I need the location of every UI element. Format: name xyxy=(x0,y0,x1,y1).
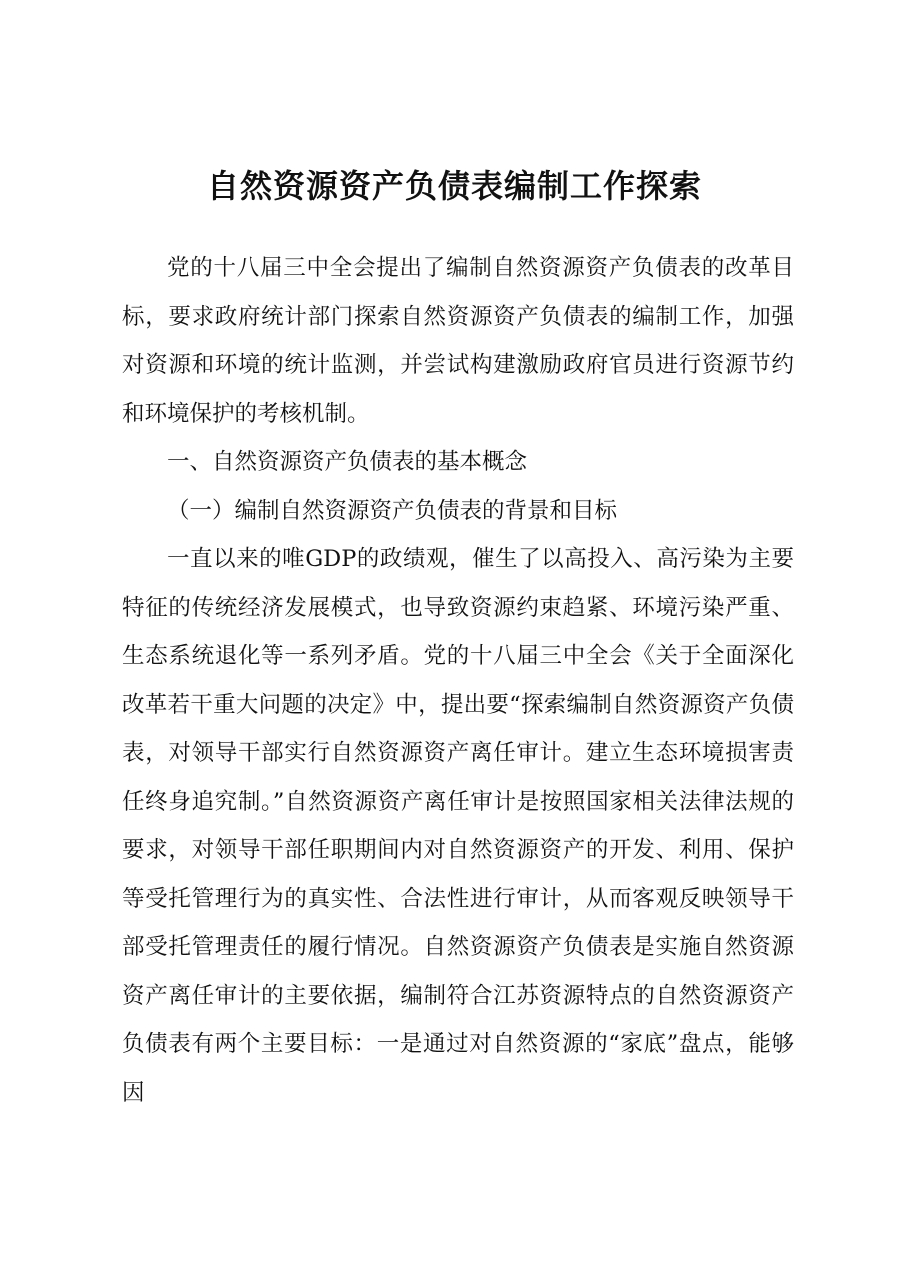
document-body xyxy=(122,244,794,1117)
document-title: 自然资源资产负债表编制工作探索 xyxy=(206,167,702,205)
background-paragraph: 一直以来的唯GDP的政绩观，催生了以高投入、高污染为主要特征的传统经济发展模式，也导致资源约束趋紧、环境污染严重、生态系统退化等一系列矛盾。党的十八届三中全会《关于全面深化改革若干重大问题的决定》中，提出要“探索编制自然资源资产负债表，对领导干部实行自然资源资产离任审计。建立生态环境损害责任终身追究制。”自然资源资产离任审计是按照国家相关法律法规的要求，对领导干部任职期间内对自然资源资产的开发、利用、保护等受托管理行为的真实性、合法性进行审计，从而客观反映领导干部受托管理责任的履行情况。自然资源资产负债表是实施自然资源资产离任审计的主要依据，编制符合江苏资源特点的自然资源资产负债表有两个主要目标：一是通过对自然资源的“家底”盘点，能够因 xyxy=(122,546,794,1106)
section-heading: 一、自然资源资产负债表的基本概念 xyxy=(167,449,528,475)
intro-paragraph: 党的十八届三中全会提出了编制自然资源资产负债表的改革目标，要求政府统计部门探索自然资源资产负债表的编制工作，加强对资源和环境的统计监测，并尝试构建激励政府官员进行资源节约和环境保护的考核机制。 xyxy=(122,255,794,427)
subsection-heading: （一）编制自然资源资产负债表的背景和目标 xyxy=(167,497,618,524)
